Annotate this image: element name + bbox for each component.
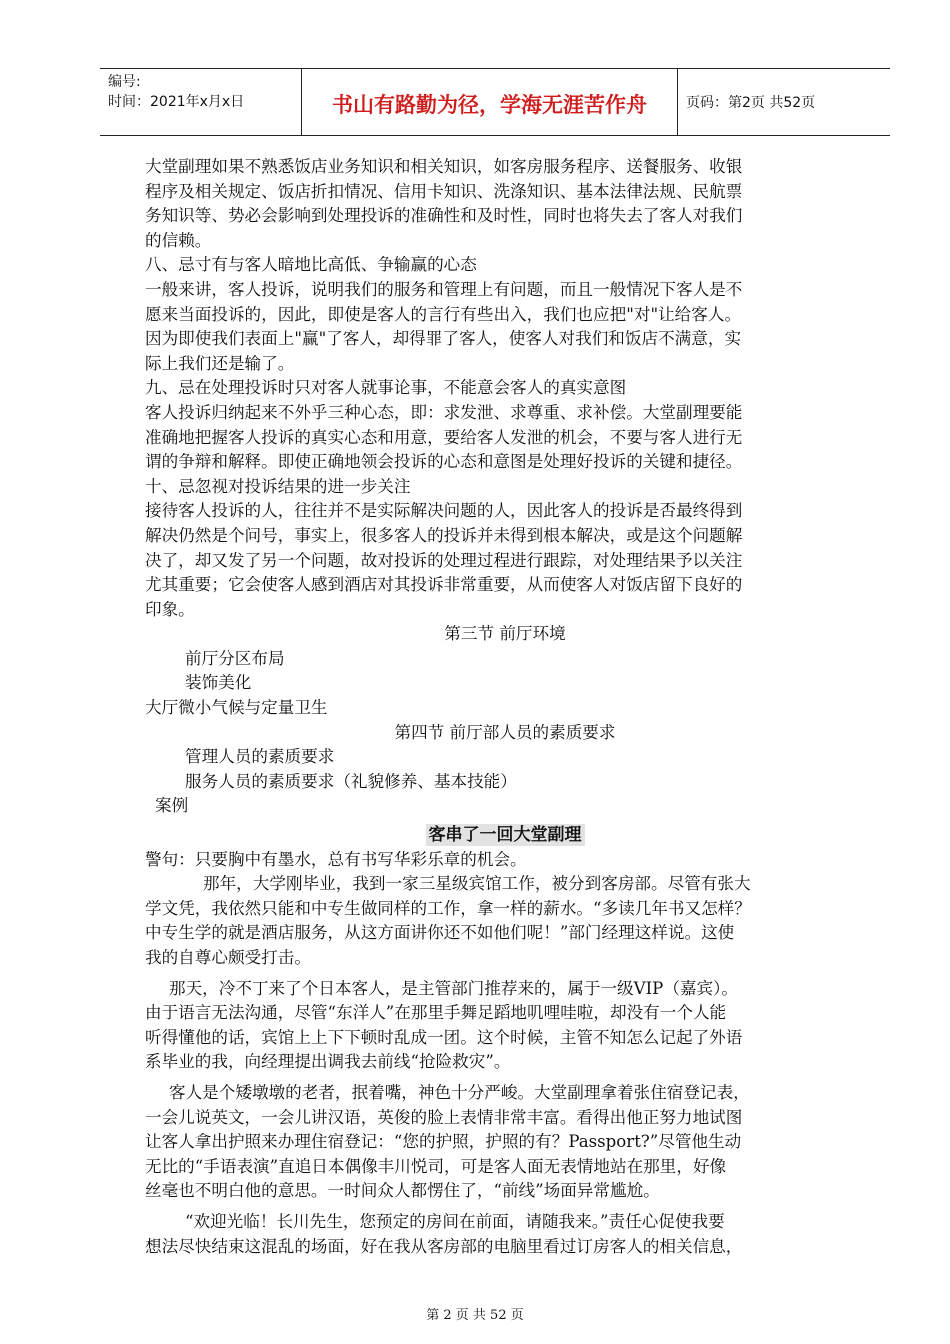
text-line: 听得懂他的话，宾馆上上下下顿时乱成一团。这个时候，主管不知怎么记起了外语	[145, 1027, 743, 1047]
case-title-text: 客串了一回大堂副理	[426, 824, 585, 846]
chapter-heading: 第四节 前厅部人员的素质要求	[394, 722, 616, 742]
document-code-label: 编号:	[108, 74, 141, 90]
text-line: 想法尽快结束这混乱的场面，好在我从客房部的电脑里看过订房客人的相关信息，	[145, 1236, 743, 1256]
outline-item: 管理人员的素质要求	[185, 747, 335, 767]
page-header	[100, 68, 890, 136]
text-line: 让客人拿出护照来办理住宿登记：“您的护照，护照的有？Passport?”尽管他生动	[145, 1132, 742, 1152]
case-label: 案例	[155, 796, 189, 816]
case-title	[145, 823, 865, 848]
page-footer: 第 2 页 共 52 页	[426, 1308, 524, 1323]
section-heading: 八、忌寸有与客人暗地比高低、争输赢的心态	[145, 255, 477, 275]
outline-item: 服务人员的素质要求（礼貌修养、基本技能）	[185, 771, 517, 791]
text-line: 客人投诉归纳起来不外乎三种心态，即：求发泄、求尊重、求补偿。大堂副理要能	[145, 402, 743, 422]
outline-item: 大厅微小气候与定量卫生	[145, 698, 328, 718]
text-line: 愿来当面投诉的，因此，即使是客人的言行有些出入，我们也应把"对"让给客人。	[145, 304, 742, 324]
text-line: 的信赖。	[145, 230, 212, 250]
text-line: 那年，大学刚毕业，我到一家三星级宾馆工作，被分到客房部。尽管有张大	[203, 874, 751, 894]
epigraph: 警句：只要胸中有墨水，总有书写华彩乐章的机会。	[145, 849, 527, 869]
header-meta	[100, 69, 302, 135]
document-body	[145, 155, 865, 1259]
text-line: 无比的“手语表演”直追日本偶像丰川悦司，可是客人面无表情地站在那里，好像	[145, 1156, 727, 1176]
text-line: “欢迎光临！长川先生，您预定的房间在前面，请随我来。”责任心促使我要	[185, 1211, 725, 1231]
text-line: 因为即使我们表面上"赢"了客人，却得罪了客人，使客人对我们和饭店不满意，实	[145, 329, 742, 349]
text-line: 印象。	[145, 599, 195, 619]
text-line: 学文凭，我依然只能和中专生做同样的工作，拿一样的薪水。“多读几年书又怎样？	[145, 898, 751, 918]
text-line: 际上我们还是输了。	[145, 353, 295, 373]
text-line: 一会儿说英文，一会儿讲汉语，英俊的脸上表情非常丰富。看得出他正努力地试图	[145, 1107, 743, 1127]
text-line: 大堂副理如果不熟悉饭店业务知识和相关知识，如客房服务程序、送餐服务、收银	[145, 157, 743, 176]
text-line: 那天，冷不丁来了个日本客人，是主管部门推荐来的，属于一级VIP（嘉宾）。	[169, 978, 738, 998]
text-line: 尤其重要；它会使客人感到酒店对其投诉非常重要，从而使客人对饭店留下良好的	[145, 575, 743, 595]
text-line: 系毕业的我，向经理提出调我去前线“抢险救灾”。	[145, 1052, 511, 1072]
text-line: 准确地把握客人投诉的真实心态和用意，要给客人发泄的机会，不要与客人进行无	[145, 427, 743, 447]
header-page-info: 页码：第2页 共52页	[686, 95, 816, 111]
outline-item: 装饰美化	[185, 673, 252, 693]
section-heading: 九、忌在处理投诉时只对客人就事论事，不能意会客人的真实意图	[145, 378, 627, 398]
text-line: 谓的争辩和解释。即使正确地领会投诉的心态和意图是处理好投诉的关键和捷径。	[145, 452, 743, 472]
header-motto: 书山有路勤为径，学海无涯苦作舟	[302, 69, 678, 135]
chapter-heading: 第三节 前厅环境	[444, 624, 566, 644]
document-time: 时间：2021年x月x日	[108, 94, 245, 110]
outline-item: 前厅分区布局	[185, 648, 285, 668]
text-line: 务知识等、势必会影响到处理投诉的准确性和及时性，同时也将失去了客人对我们	[145, 206, 743, 226]
text-line: 一般来讲，客人投诉，说明我们的服务和管理上有问题，而且一般情况下客人是不	[145, 279, 743, 299]
text-line: 丝毫也不明白他的意思。一时间众人都愣住了，“前线”场面异常尴尬。	[145, 1181, 660, 1201]
text-line: 中专生学的就是酒店服务，从这方面讲你还不如他们呢！”部门经理这样说。这使	[145, 923, 735, 943]
text-line: 客人是个矮墩墩的老者，抿着嘴，神色十分严峻。大堂副理拿着张住宿登记表，	[169, 1082, 750, 1102]
section-heading: 十、忌忽视对投诉结果的进一步关注	[145, 476, 411, 496]
text-line: 由于语言无法沟通，尽管“东洋人”在那里手舞足蹈地叽哩哇啦，却没有一个人能	[145, 1003, 727, 1023]
text-line: 接待客人投诉的人，往往并不是实际解决问题的人，因此客人的投诉是否最终得到	[145, 501, 743, 521]
text-line: 程序及相关规定、饭店折扣情况、信用卡知识、洗涤知识、基本法律法规、民航票	[145, 181, 743, 201]
text-line: 解决仍然是个问号，事实上，很多客人的投诉并未得到根本解决，或是这个问题解	[145, 525, 743, 545]
text-line: 决了，却又发了另一个问题，故对投诉的处理过程进行跟踪，对处理结果予以关注	[145, 550, 743, 570]
text-line: 我的自尊心颇受打击。	[145, 948, 311, 967]
